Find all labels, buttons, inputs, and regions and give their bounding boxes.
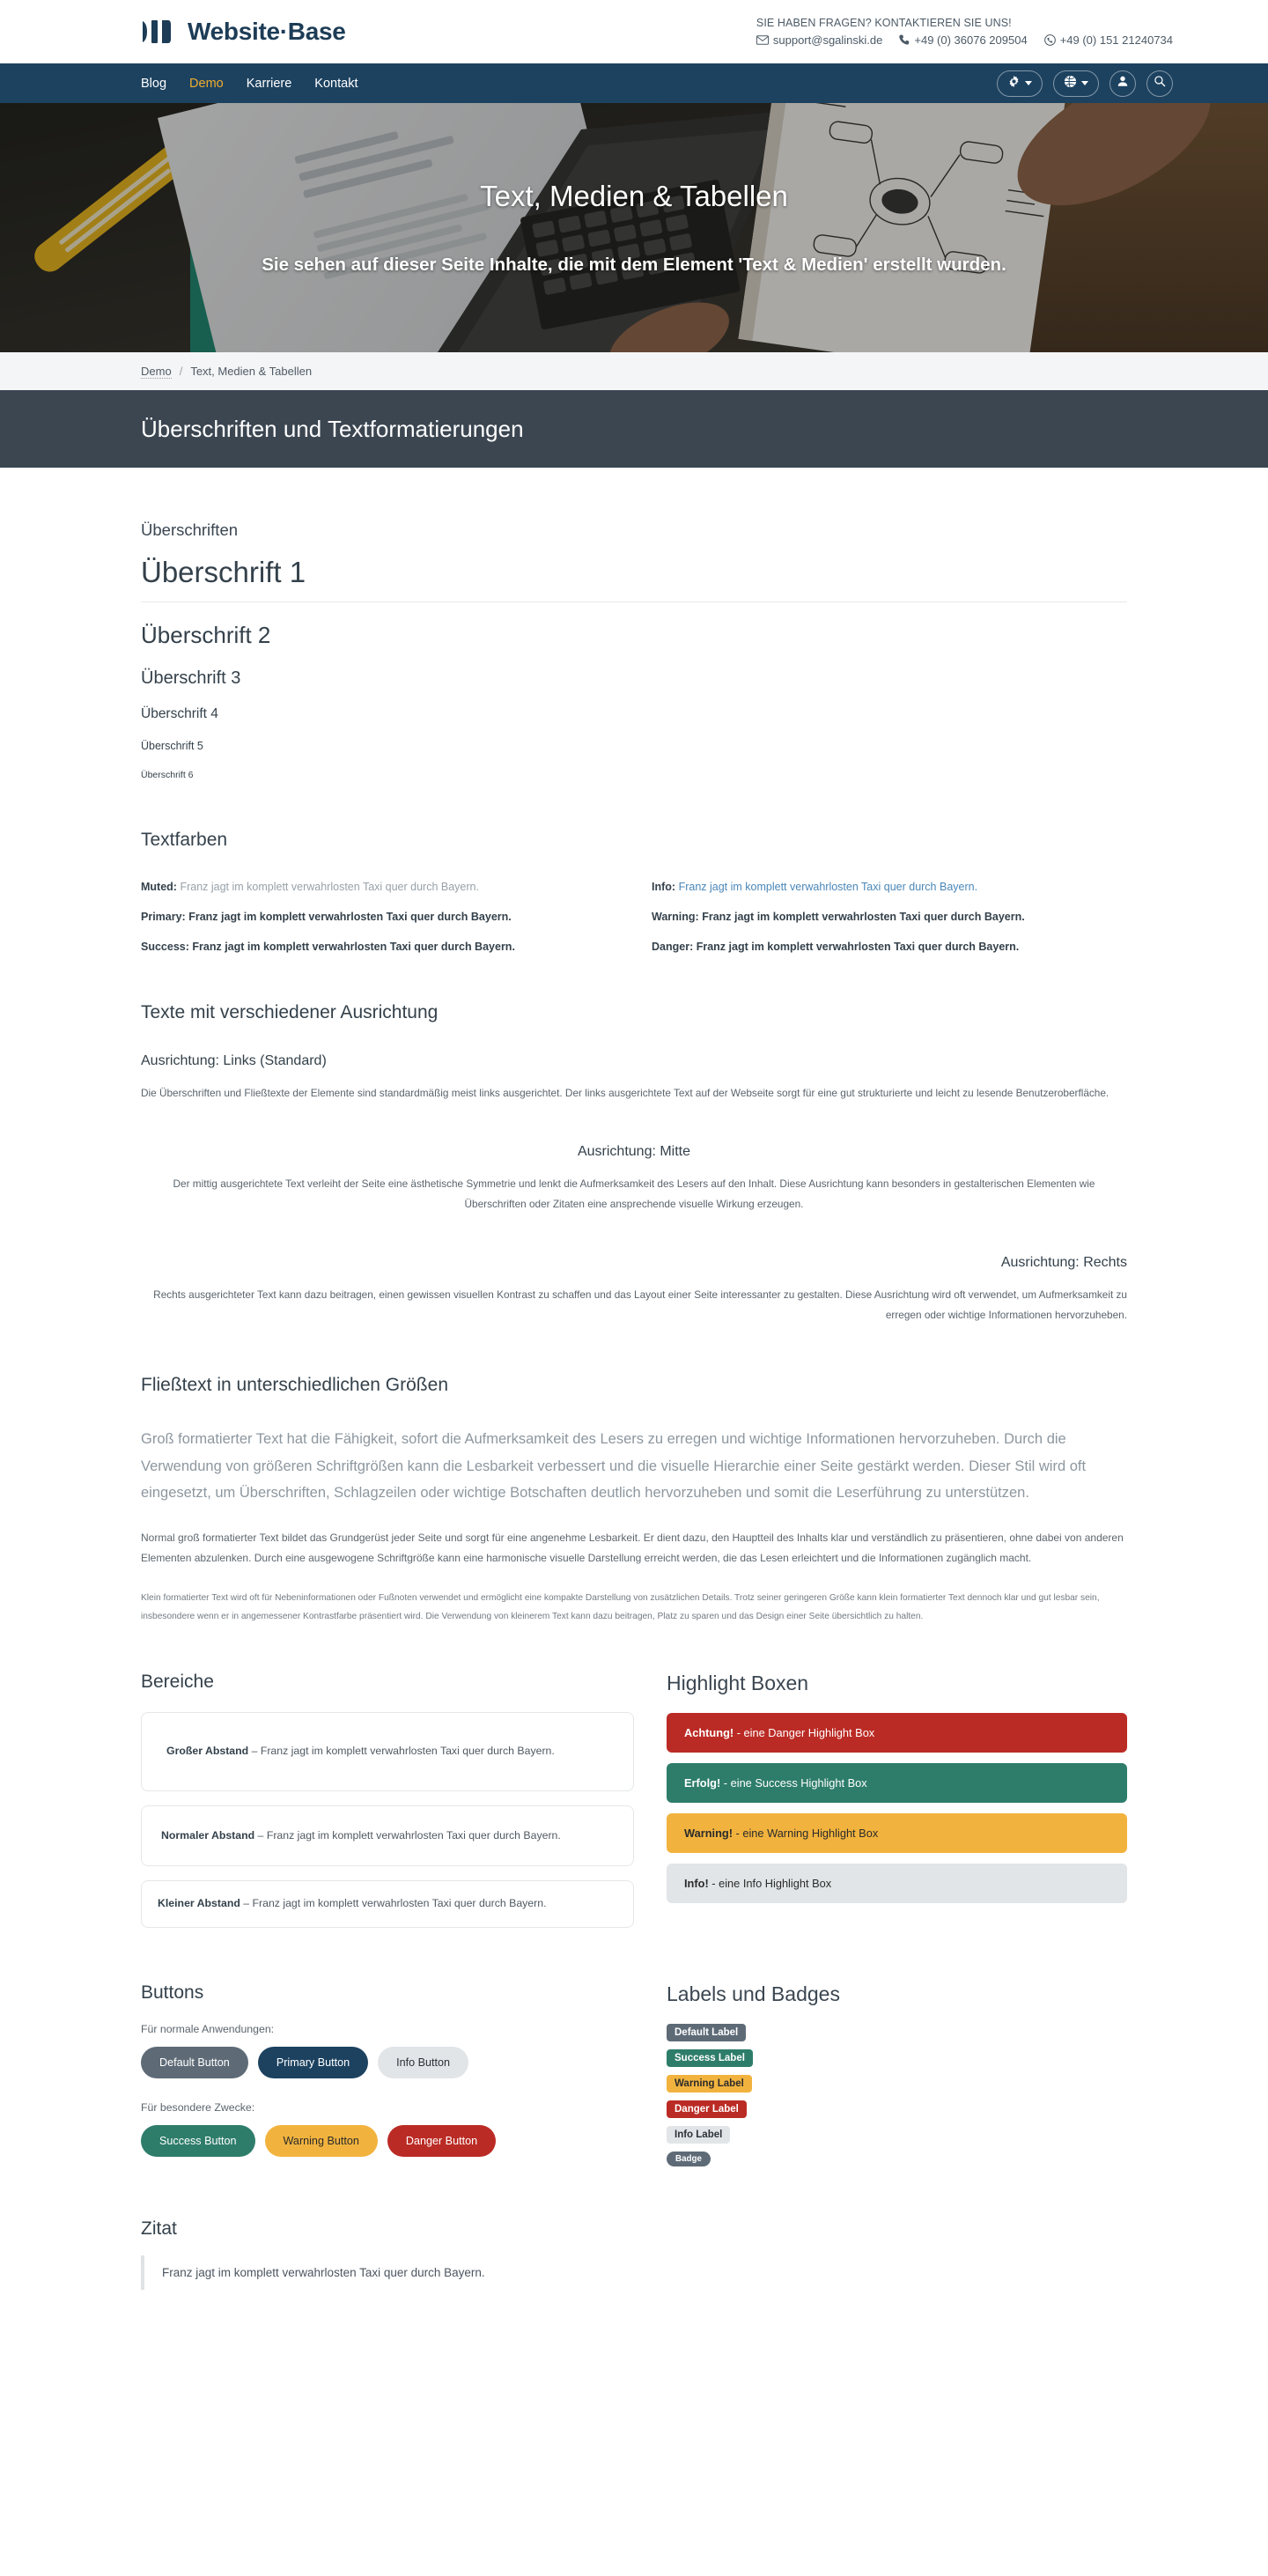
headings-section-label: Überschriften <box>141 520 239 539</box>
labels-title: Labels und Badges <box>667 1982 840 2006</box>
danger-label: Danger Label <box>667 2100 747 2118</box>
heading-level-6: Überschrift 6 <box>141 770 194 780</box>
default-button[interactable]: Default Button <box>141 2047 248 2078</box>
contact-whatsapp-text: +49 (0) 151 21240734 <box>1059 33 1173 47</box>
hero-banner <box>0 103 1268 352</box>
bereiche-section <box>141 1672 634 1942</box>
alignment-right-heading: Ausrichtung: Rechts <box>1000 1255 1127 1270</box>
textcolor-sample: Franz jagt im komplett verwahrlosten Taxi quer durch Bayern. <box>192 941 515 953</box>
heading-level-3: Überschrift 3 <box>141 668 241 688</box>
bereich-rest: – Franz jagt im komplett verwahrlosten Taxi quer durch Bayern. <box>254 1828 561 1842</box>
quote-section <box>141 2218 1127 2290</box>
logo-text: Website·Base <box>188 18 346 45</box>
textcolor-label: Info: <box>652 881 676 893</box>
globe-icon <box>1064 75 1077 92</box>
nav-item-kontakt[interactable]: Kontakt <box>314 76 358 91</box>
textcolor-row-info <box>652 881 1127 893</box>
bereich-strong: Normaler Abstand <box>161 1828 255 1842</box>
badge: Badge <box>667 2152 711 2166</box>
bereich-rest: – Franz jagt im komplett verwahrlosten Taxi quer durch Bayern. <box>240 1897 547 1910</box>
textcolor-row-muted <box>141 881 616 893</box>
contact-whatsapp[interactable] <box>1044 33 1173 47</box>
primary-button[interactable]: Primary Button <box>258 2047 368 2078</box>
highlights-section <box>667 1672 1127 1942</box>
bars-logo-icon <box>141 17 176 47</box>
alignment-title: Texte mit verschiedener Ausrichtung <box>141 1002 439 1022</box>
bereich-panel-large <box>141 1712 634 1791</box>
hero-title: Text, Medien & Tabellen <box>480 180 788 212</box>
envelope-icon <box>756 35 769 45</box>
bereich-rest: – Franz jagt im komplett verwahrlosten Taxi quer durch Bayern. <box>248 1745 555 1758</box>
heading-level-1: Überschrift 1 <box>141 556 1127 602</box>
buttons-normal-label: Für normale Anwendungen: <box>141 2023 275 2036</box>
textcolor-sample: Franz jagt im komplett verwahrlosten Taxi quer durch Bayern. <box>188 911 512 923</box>
whatsapp-icon <box>1044 34 1056 46</box>
textcolor-sample: Franz jagt im komplett verwahrlosten Taxi quer durch Bayern. <box>696 941 1020 953</box>
fliesstext-small: Klein formatierter Text wird oft für Nebeninformationen oder Fußnoten verwendet und ermöglicht eine kompakte Darstellung von zusätzlichen Details. Trotz seiner geringeren Größe kann klein formatierter Text dennoch klar und gut lesbar sein, insbesondere wenn er in angemessener Kontrastfarbe präsentiert wird. Die Verwendung von kleinerem Text kann dazu beitragen, Platz zu sparen und das Design einer Seite übersichtlich zu halten. <box>141 1593 1100 1621</box>
bereich-strong: Kleiner Abstand <box>158 1897 240 1910</box>
textcolor-label: Success: <box>141 941 189 953</box>
breadcrumb-link-demo[interactable]: Demo <box>141 364 172 378</box>
highlight-strong: Erfolg! <box>684 1776 721 1790</box>
heading-level-5: Überschrift 5 <box>141 740 203 752</box>
alignment-center-heading: Ausrichtung: Mitte <box>577 1144 691 1159</box>
warning-button[interactable]: Warning Button <box>265 2125 378 2157</box>
success-button[interactable]: Success Button <box>141 2125 255 2157</box>
contact-email-text: support@sgalinski.de <box>772 33 883 47</box>
buttons-normal-row <box>141 2047 634 2078</box>
top-bar <box>0 0 1268 63</box>
chevron-down-icon <box>1025 81 1032 85</box>
nav-links <box>141 77 358 91</box>
bereich-strong: Großer Abstand <box>166 1745 249 1758</box>
textcolor-row-warning <box>652 911 1127 923</box>
hero-subtitle: Sie sehen auf dieser Seite Inhalte, die mit dem Element 'Text & Medien' erstellt wurden. <box>262 255 1006 275</box>
fliesstext-large: Groß formatierter Text hat die Fähigkeit, sofort die Aufmerksamkeit des Lesers zu erregen und wichtige Informationen hervorzuheben. Durch die Verwendung von größeren Schriftgrößen kann die Lesbarkeit verbessert und die visuelle Hierarchie einer Seite gestärkt werden. Dieser Stil wird oft eingesetzt, um Überschriften, Schlagzeilen oder wichtige Botschaften deutlich hervorzuheben und somit die Leserführung zu unterstützen. <box>141 1431 1087 1502</box>
textcolor-row-danger <box>652 941 1127 953</box>
bereich-panel-medium <box>141 1805 634 1867</box>
phone-icon <box>899 34 910 46</box>
settings-menu-button[interactable] <box>997 70 1043 97</box>
textcolor-label: Danger: <box>652 941 694 953</box>
gear-icon <box>1007 75 1021 92</box>
quote-title: Zitat <box>141 2218 177 2240</box>
default-label: Default Label <box>667 2024 746 2041</box>
bereiche-highlights-row <box>141 1672 1127 1942</box>
breadcrumb <box>0 352 1268 390</box>
chevron-down-icon <box>1081 81 1088 85</box>
highlight-rest: - eine Info Highlight Box <box>708 1877 832 1891</box>
highlight-box-success <box>667 1763 1127 1803</box>
info-button[interactable]: Info Button <box>378 2047 468 2078</box>
highlights-title: Highlight Boxen <box>667 1672 809 1695</box>
quote-text: Franz jagt im komplett verwahrlosten Taxi quer durch Bayern. <box>141 2255 1127 2290</box>
warning-label: Warning Label <box>667 2075 752 2093</box>
highlight-box-danger <box>667 1713 1127 1753</box>
textcolors-section <box>141 830 1127 953</box>
textcolor-sample: Franz jagt im komplett verwahrlosten Taxi quer durch Bayern. <box>702 911 1025 923</box>
heading-level-4: Überschrift 4 <box>141 706 218 721</box>
header-contact <box>756 17 1173 47</box>
textcolor-sample: Franz jagt im komplett verwahrlosten Taxi quer durch Bayern. <box>180 881 479 893</box>
textcolors-title: Textfarben <box>141 830 228 850</box>
user-account-button[interactable] <box>1110 70 1136 97</box>
search-button[interactable] <box>1146 70 1173 97</box>
buttons-special-label: Für besondere Zwecke: <box>141 2101 255 2115</box>
success-label: Success Label <box>667 2049 753 2067</box>
heading-level-2: Überschrift 2 <box>141 622 271 648</box>
alignment-right-text: Rechts ausgerichteter Text kann dazu beitragen, einen gewissen visuellen Kontrast zu schaffen und das Layout einer Seite interessanter zu gestalten. Diese Ausrichtung wird oft verwendet, um Aufmerksamkeit zu erregen oder wichtige Informationen hervorzuheben. <box>153 1288 1127 1321</box>
nav-item-karriere[interactable]: Karriere <box>246 76 292 91</box>
contact-email[interactable] <box>756 33 882 47</box>
alignment-section <box>141 1002 1127 1325</box>
alignment-left-text: Die Überschriften und Fließtexte der Elemente sind standardmäßig meist links ausgerichtet. Der links ausgerichtete Text auf der Webseite sorgt für eine gut strukturierte und leicht zu lesende Benutzeroberfläche. <box>141 1087 1110 1099</box>
contact-phone[interactable] <box>899 33 1027 47</box>
nav-item-demo[interactable]: Demo <box>189 76 224 91</box>
highlight-rest: - eine Success Highlight Box <box>720 1776 867 1790</box>
danger-button[interactable]: Danger Button <box>387 2125 496 2157</box>
highlight-rest: - eine Danger Highlight Box <box>734 1726 875 1740</box>
main-navigation <box>0 63 1268 103</box>
textcolor-row-success <box>141 941 616 953</box>
bereich-panel-small <box>141 1880 634 1928</box>
highlight-box-warning <box>667 1813 1127 1853</box>
bereiche-title: Bereiche <box>141 1672 214 1693</box>
nav-icon-group <box>997 70 1173 97</box>
fliesstext-title: Fließtext in unterschiedlichen Größen <box>141 1375 448 1395</box>
user-icon <box>1117 75 1129 92</box>
buttons-title: Buttons <box>141 1982 204 2004</box>
highlight-strong: Warning! <box>684 1827 733 1841</box>
textcolor-row-primary <box>141 911 616 923</box>
labels-section <box>667 1982 1127 2180</box>
nav-item-blog[interactable]: Blog <box>141 76 167 91</box>
search-icon <box>1154 75 1166 92</box>
buttons-section <box>141 1982 634 2180</box>
highlight-box-info <box>667 1864 1127 1903</box>
info-label: Info Label <box>667 2126 730 2144</box>
contact-headline: SIE HABEN FRAGEN? KONTAKTIEREN SIE UNS! <box>756 17 1012 29</box>
breadcrumb-current: Text, Medien & Tabellen <box>190 365 313 378</box>
labels-list <box>667 2024 1127 2166</box>
textcolor-sample: Franz jagt im komplett verwahrlosten Taxi quer durch Bayern. <box>678 881 978 893</box>
textcolors-grid <box>141 881 1127 953</box>
fliesstext-medium: Normal groß formatierter Text bildet das Grundgerüst jeder Seite und sorgt für eine angenehme Lesbarkeit. Er dient dazu, den Hauptteil des Inhalts klar und verständlich zu präsentieren, ohne dabei von anderen Elementen abzulenken. Durch eine ausgewogene Schriftgröße kann eine harmonische visuelle Darstellung erreicht werden, die das Lesen erleichtert und die Informationen zugänglich macht. <box>141 1531 1124 1564</box>
highlight-rest: - eine Warning Highlight Box <box>732 1827 879 1841</box>
buttons-labels-row <box>141 1982 1127 2180</box>
breadcrumb-separator: / <box>179 365 183 378</box>
site-logo[interactable] <box>141 17 346 47</box>
textcolor-label: Primary: <box>141 911 186 923</box>
alignment-left-heading: Ausrichtung: Links (Standard) <box>141 1053 327 1068</box>
highlight-strong: Achtung! <box>684 1726 734 1740</box>
language-menu-button[interactable] <box>1053 70 1099 97</box>
headings-section <box>141 468 1127 780</box>
contact-phone-text: +49 (0) 36076 209504 <box>914 33 1028 47</box>
page-title: Überschriften und Textformatierungen <box>141 415 524 442</box>
textcolor-label: Muted: <box>141 881 177 893</box>
buttons-special-row <box>141 2125 634 2157</box>
textcolor-label: Warning: <box>652 911 699 923</box>
alignment-center-text: Der mittig ausgerichtete Text verleiht der Seite eine ästhetische Symmetrie und lenkt die Aufmerksamkeit des Lesers auf den Inhalt. Diese Ausrichtung kann besonders in gestalterischen Elementen wie Überschriften oder Zitaten eine ansprechende visuelle Wirkung erzeugen. <box>173 1177 1095 1210</box>
fliesstext-section <box>141 1375 1127 1626</box>
section-title-bar <box>0 390 1268 468</box>
highlight-strong: Info! <box>684 1877 709 1891</box>
